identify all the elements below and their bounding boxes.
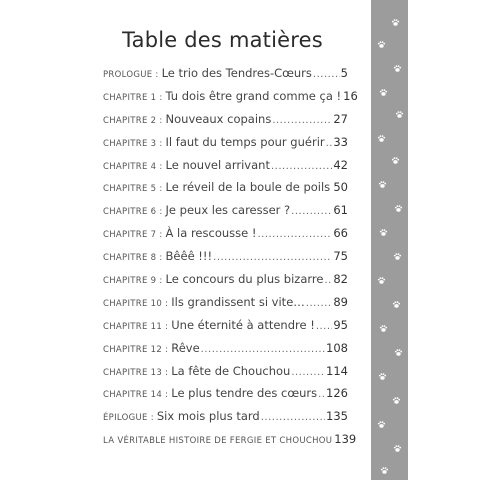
toc-entry-label: [103, 203, 290, 217]
toc-entry: [103, 203, 348, 226]
toc-entry-title: Le trio des Tendres-Cœurs: [161, 66, 312, 80]
paw-print-icon: [379, 222, 388, 231]
toc-entry-title: Je peux les caresser ?: [165, 203, 291, 218]
toc-entry-title: Six mois plus tard: [156, 409, 260, 424]
toc-entry-title: Le nouvel arrivant: [165, 157, 270, 172]
toc-entry-page-number: 16: [343, 88, 358, 103]
toc-entry-prefix: CHAPITRE 6 :: [103, 207, 166, 218]
paw-print-icon: [378, 366, 387, 375]
toc-entry: [103, 272, 348, 295]
toc-entry-page-number: 135: [326, 409, 348, 424]
paw-print-icon: [395, 104, 404, 113]
toc-entry-prefix: CHAPITRE 3 :: [103, 138, 166, 149]
leader-dots: [313, 69, 340, 80]
toc-entry-page-number: 108: [326, 340, 348, 355]
toc-entry-prefix: LA VÉRITABLE HISTOIRE DE FERGIE ET CHOUCHOU: [103, 436, 333, 447]
toc-entry-prefix: ÉPILOGUE :: [103, 413, 157, 424]
toc-entry: [103, 180, 348, 203]
toc-entry-page-number: 61: [333, 203, 348, 218]
paw-print-icon: [379, 318, 388, 327]
toc-entry-page-number: 139: [334, 432, 357, 447]
leader-dots: [291, 367, 325, 378]
toc-entry-page-number: 89: [333, 294, 348, 309]
toc-entry-prefix: CHAPITRE 5 :: [103, 184, 166, 195]
toc-entry-label: [103, 249, 212, 263]
paw-print-icon: [391, 150, 400, 159]
toc-entry: [103, 295, 348, 318]
paw-print-icon: [380, 460, 389, 469]
toc-entry-label: [103, 409, 260, 423]
leader-dots: [318, 389, 325, 400]
toc-entry-title: Une éternité à attendre !: [171, 317, 315, 332]
paw-print-icon: [378, 174, 387, 183]
toc-entry-prefix: PROLOGUE :: [103, 70, 162, 80]
paw-print-icon: [379, 82, 388, 91]
toc-entry-title: Nouveaux copains: [165, 111, 272, 126]
leader-dots: [316, 321, 333, 332]
toc-entry-prefix: CHAPITRE 10 :: [103, 298, 172, 309]
paw-print-icon: [392, 390, 401, 399]
toc-entry: [103, 318, 348, 341]
toc-entry: [103, 386, 348, 409]
toc-entry: [103, 226, 348, 249]
toc-entry-title: À la rescousse !: [165, 226, 257, 241]
toc-entry: [103, 158, 348, 181]
leader-dots: [257, 229, 332, 240]
toc-entry-page-number: 126: [326, 386, 348, 401]
toc-entry-prefix: CHAPITRE 2 :: [103, 115, 166, 126]
toc-entry-page-number: 82: [333, 272, 348, 287]
paw-print-icon: [392, 294, 401, 303]
toc-entry-page-number: 42: [333, 157, 348, 172]
toc-entry-label: [103, 66, 312, 80]
toc-entry-page-number: 66: [333, 226, 348, 241]
paw-print-icon: [393, 438, 402, 447]
leader-dots: [331, 183, 332, 194]
leader-dots: [306, 298, 333, 309]
toc-entry: [103, 66, 348, 89]
toc-entry-page-number: 5: [340, 66, 348, 80]
page-title: Table des matières: [122, 28, 323, 52]
paw-print-icon: [377, 414, 386, 423]
toc-entry-title: Le plus tendre des cœurs: [171, 386, 318, 401]
table-of-contents: [103, 66, 358, 455]
toc-entry-title: Rêve: [171, 340, 200, 355]
toc-entry-label: [103, 135, 325, 149]
leader-dots: [201, 344, 325, 355]
toc-entry: [103, 249, 348, 272]
toc-entry-prefix: CHAPITRE 11 :: [103, 321, 172, 332]
toc-entry: [103, 432, 357, 455]
toc-entry-prefix: CHAPITRE 9 :: [103, 276, 166, 287]
toc-entry-title: Bêêê !!!: [165, 249, 213, 264]
toc-entry-label: [103, 272, 323, 286]
toc-entry-prefix: CHAPITRE 12 :: [103, 344, 172, 355]
toc-entry: [103, 341, 348, 364]
leader-dots: [271, 161, 332, 172]
toc-entry-prefix: CHAPITRE 4 :: [103, 161, 166, 172]
toc-entry: [103, 88, 358, 112]
toc-entry-title: Il faut du temps pour guérir: [165, 134, 325, 149]
paw-print-icon: [377, 34, 386, 43]
toc-entry-prefix: CHAPITRE 1 :: [103, 92, 166, 103]
leader-dots: [291, 206, 332, 217]
leader-dots: [324, 275, 332, 286]
toc-entry-prefix: CHAPITRE 7 :: [103, 230, 166, 241]
leader-dots: [213, 252, 332, 263]
toc-entry: [103, 364, 348, 387]
toc-entry-label: [103, 112, 271, 126]
toc-entry-page-number: 95: [333, 317, 348, 332]
toc-entry-title: Le concours du plus bizarre: [165, 272, 324, 287]
toc-entry-title: Ils grandissent si vite…: [171, 294, 305, 309]
paw-print-icon: [394, 342, 403, 351]
toc-entry: [103, 112, 348, 135]
toc-entry-page-number: 114: [326, 363, 348, 378]
toc-entry-label: [103, 386, 317, 400]
toc-entry-title: Tu dois être grand comme ça !: [165, 88, 342, 103]
toc-entry-prefix: CHAPITRE 14 :: [103, 390, 172, 401]
paw-print-icon: [394, 198, 403, 207]
leader-dots: [272, 115, 332, 126]
decorative-sidebar: [371, 0, 408, 480]
toc-entry: [103, 409, 348, 432]
toc-entry-label: [103, 89, 341, 103]
toc-entry-prefix: CHAPITRE 13 :: [103, 367, 172, 378]
toc-entry-label: [103, 318, 315, 332]
toc-entry-title: Le réveil de la boule de poils: [165, 180, 331, 195]
toc-entry-label: [103, 158, 270, 172]
toc-entry-title: La fête de Chouchou: [171, 363, 291, 378]
toc-entry-label: [103, 295, 305, 309]
toc-entry-page-number: 75: [333, 249, 348, 264]
toc-entry-label: [103, 364, 290, 378]
toc-entry-label: [103, 341, 200, 355]
paw-print-icon: [377, 270, 386, 279]
toc-entry-label: [103, 436, 332, 446]
toc-entry-label: [103, 226, 256, 240]
toc-entry-page-number: 27: [333, 111, 348, 126]
leader-dots: [261, 412, 325, 423]
toc-entry: [103, 135, 348, 158]
toc-entry-page-number: 50: [333, 180, 348, 195]
toc-entry-prefix: CHAPITRE 8 :: [103, 253, 166, 264]
leader-dots: [326, 138, 333, 149]
paw-print-icon: [377, 128, 386, 137]
paw-print-icon: [391, 12, 400, 21]
toc-entry-label: [103, 180, 330, 194]
paw-print-icon: [393, 246, 402, 255]
toc-entry-page-number: 33: [333, 134, 348, 149]
paw-print-icon: [393, 58, 402, 67]
